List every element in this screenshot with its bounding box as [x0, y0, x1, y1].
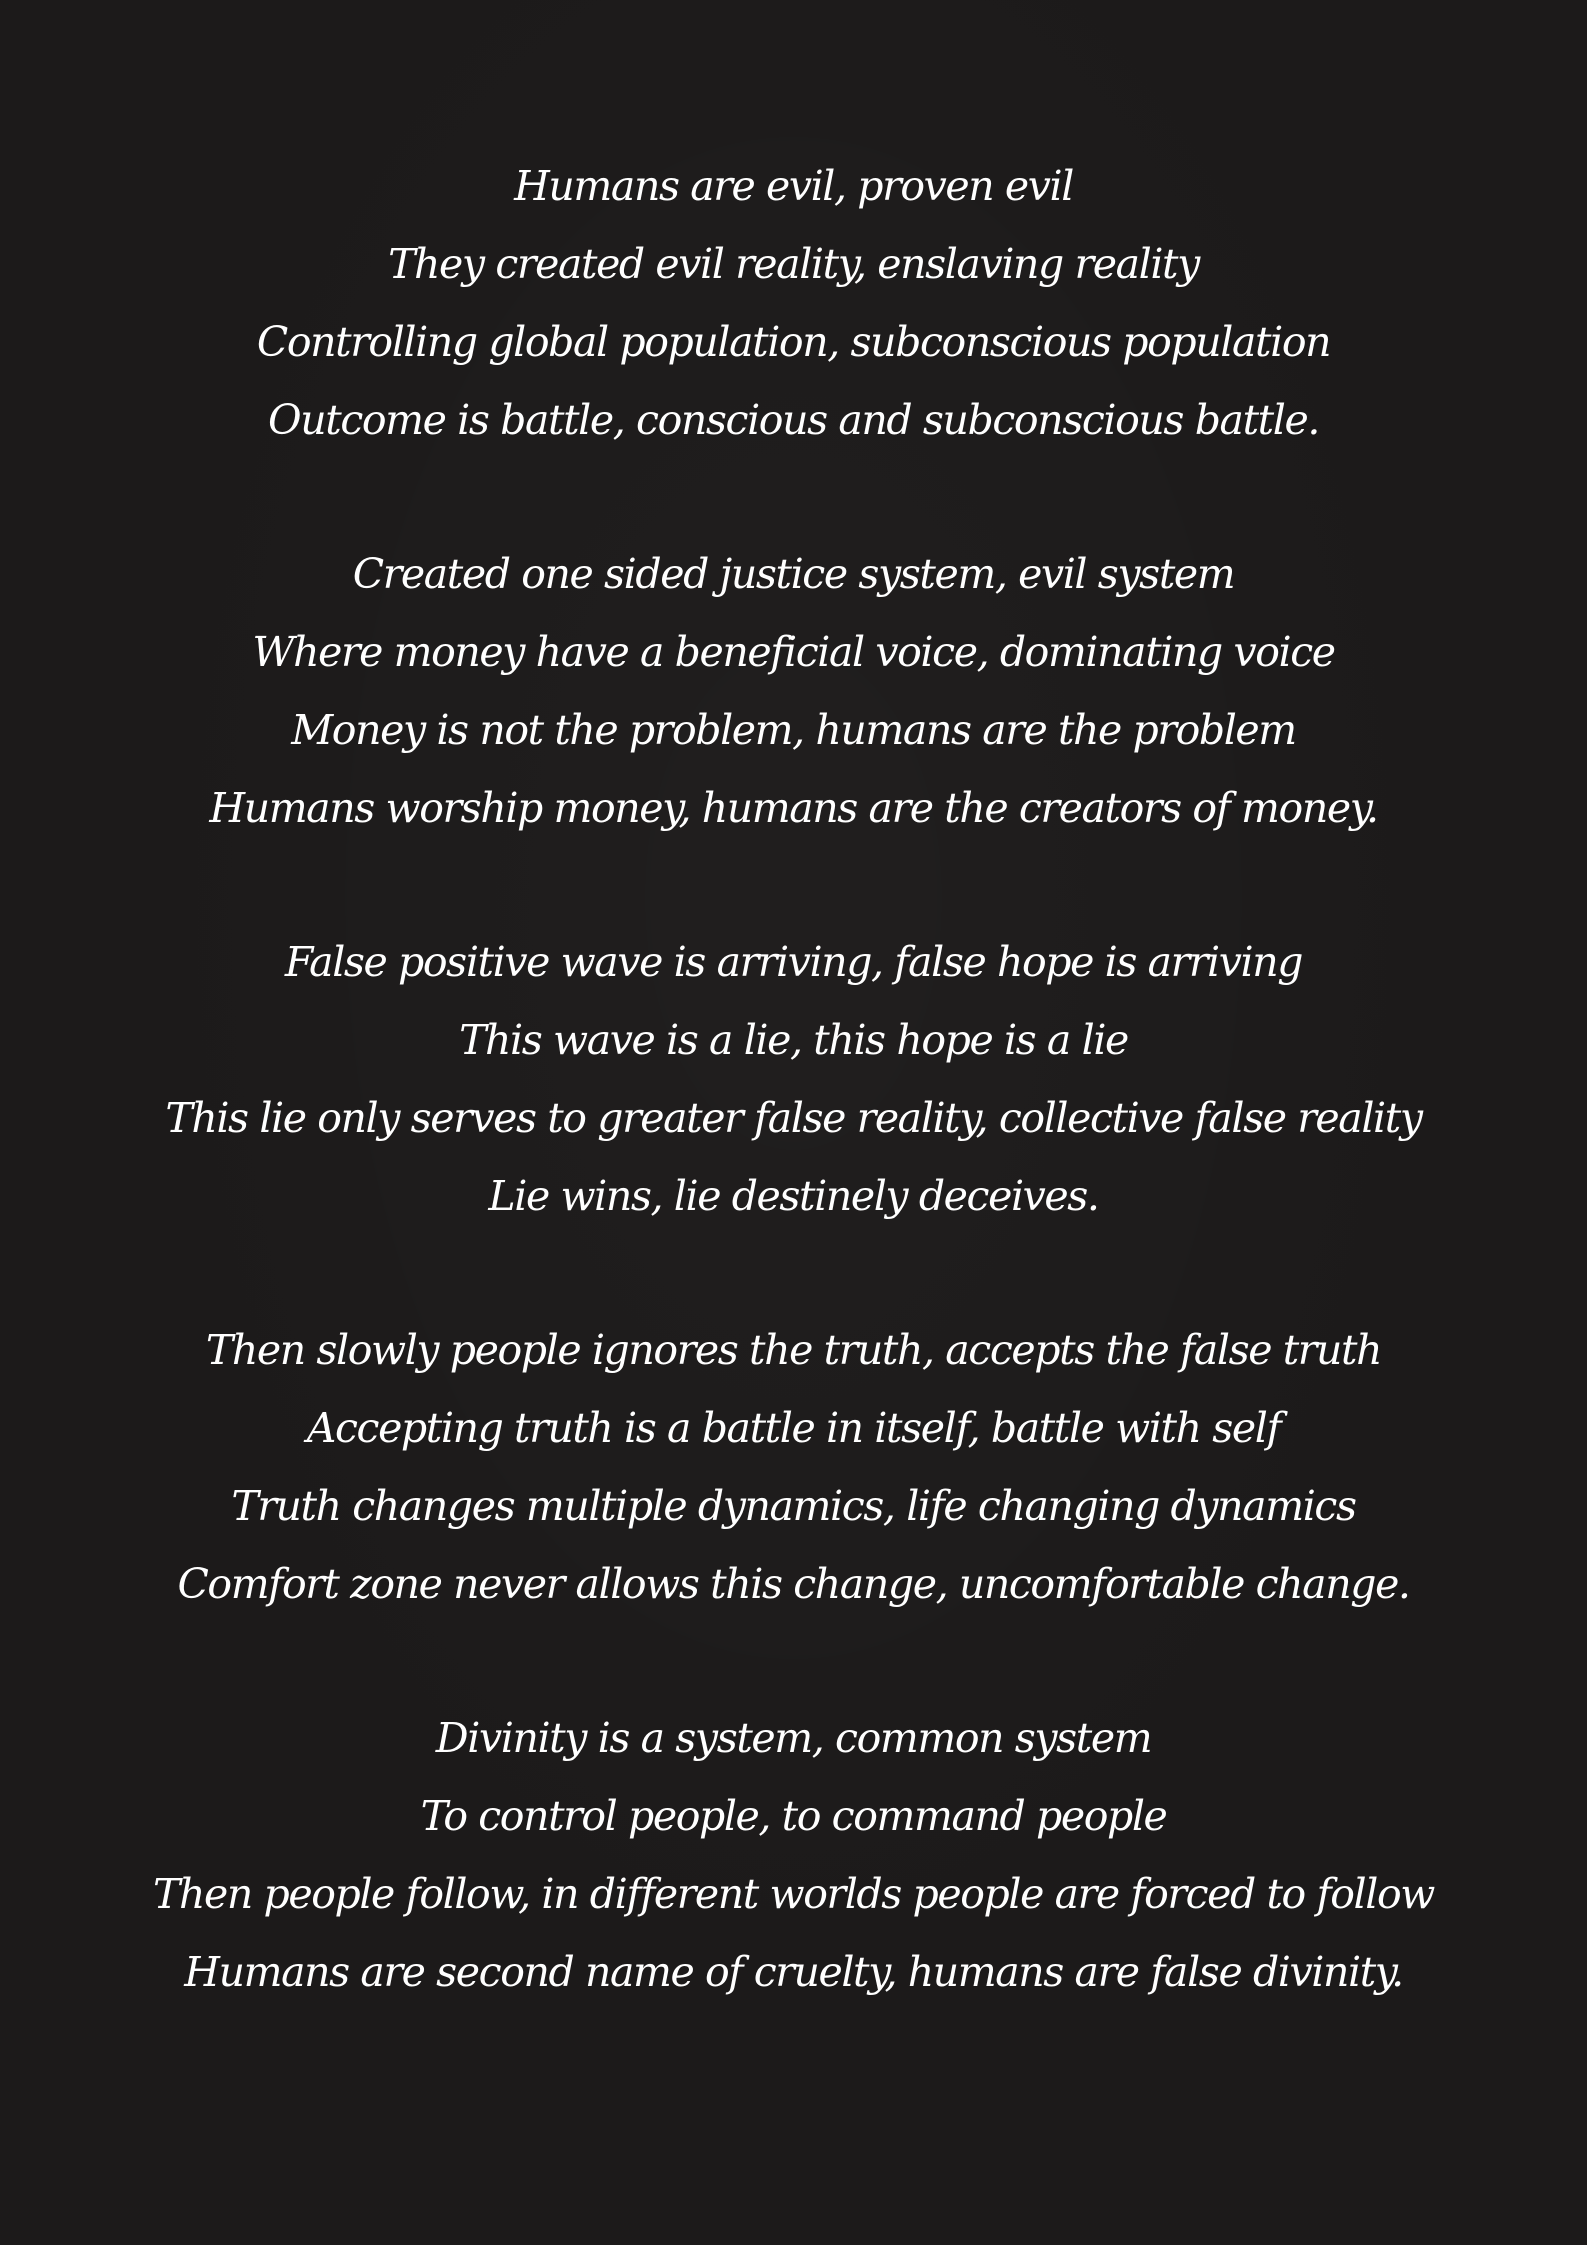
poem-line: Humans are second name of cruelty, humans are false divinity. — [184, 1948, 1403, 1996]
poem-line: Then slowly people ignores the truth, accepts the false truth — [205, 1326, 1382, 1374]
poem-line: This wave is a lie, this hope is a lie — [459, 1016, 1128, 1064]
poem-line: Divinity is a system, common system — [435, 1714, 1152, 1762]
poem-line: Created one sided justice system, evil system — [352, 550, 1235, 598]
poem-line: Where money have a beneficial voice, dominating voice — [252, 628, 1335, 676]
poem-line: They created evil reality, enslaving reality — [388, 240, 1199, 288]
poem-line: Controlling global population, subconscious population — [256, 318, 1331, 366]
poem-line: Outcome is battle, conscious and subconscious battle. — [268, 396, 1319, 444]
poem-line: False positive wave is arriving, false hope is arriving — [284, 938, 1303, 986]
poem-line: Then people follow, in different worlds people are forced to follow — [153, 1870, 1434, 1918]
poem-line: To control people, to command people — [420, 1792, 1167, 1840]
poem-line: Humans are evil, proven evil — [514, 162, 1073, 210]
poem-line: Comfort zone never allows this change, uncomfortable change. — [177, 1560, 1410, 1608]
poem-line: Accepting truth is a battle in itself, battle with self — [306, 1404, 1281, 1452]
poem-line: Lie wins, lie destinely deceives. — [488, 1172, 1099, 1220]
poem-line: Money is not the problem, humans are the problem — [291, 706, 1296, 754]
poem-line: Humans worship money, humans are the creators of money. — [209, 784, 1378, 832]
poem-line: Truth changes multiple dynamics, life changing dynamics — [231, 1482, 1356, 1530]
poem-line: This lie only serves to greater false reality, collective false reality — [165, 1094, 1422, 1142]
